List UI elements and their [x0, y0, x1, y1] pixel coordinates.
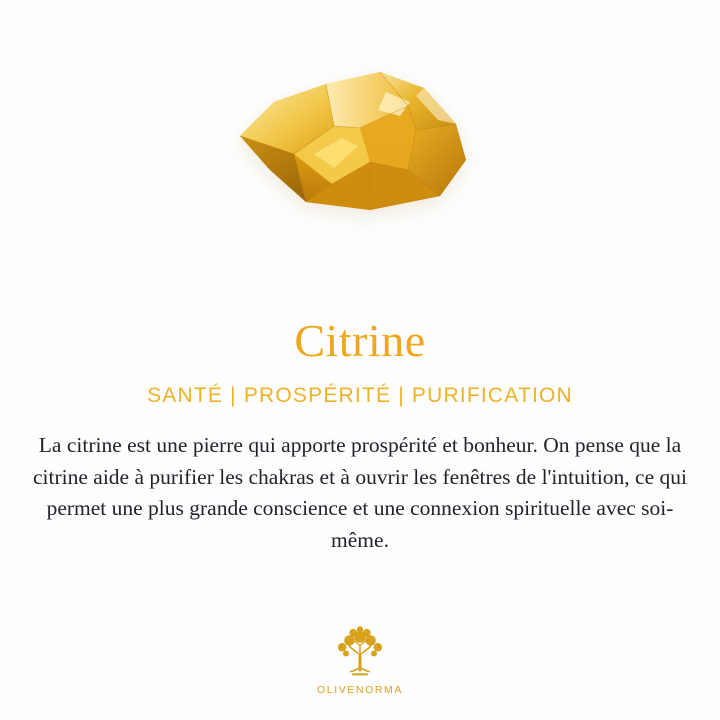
stone-image-area: [0, 0, 720, 280]
citrine-crystal-illustration: [210, 50, 510, 240]
page-title: Citrine: [294, 315, 426, 366]
tree-of-life-icon: [329, 625, 391, 681]
brand-logo: [0, 625, 720, 696]
attributes-subtitle: SANTÉ | PROSPÉRITÉ | PURIFICATION: [147, 384, 573, 407]
brand-name: OLIVENORMA: [316, 684, 403, 696]
description-text: La citrine est une pierre qui apporte prospérité et bonheur. On pense que la citrine aide à purifier les chakras et à ouvrir les fenêtres de l'intuition, ce qui permet une plus grande conscience et une connexion spirituelle avec soi-même.: [33, 433, 687, 552]
citrine-stone-image: [210, 50, 510, 240]
